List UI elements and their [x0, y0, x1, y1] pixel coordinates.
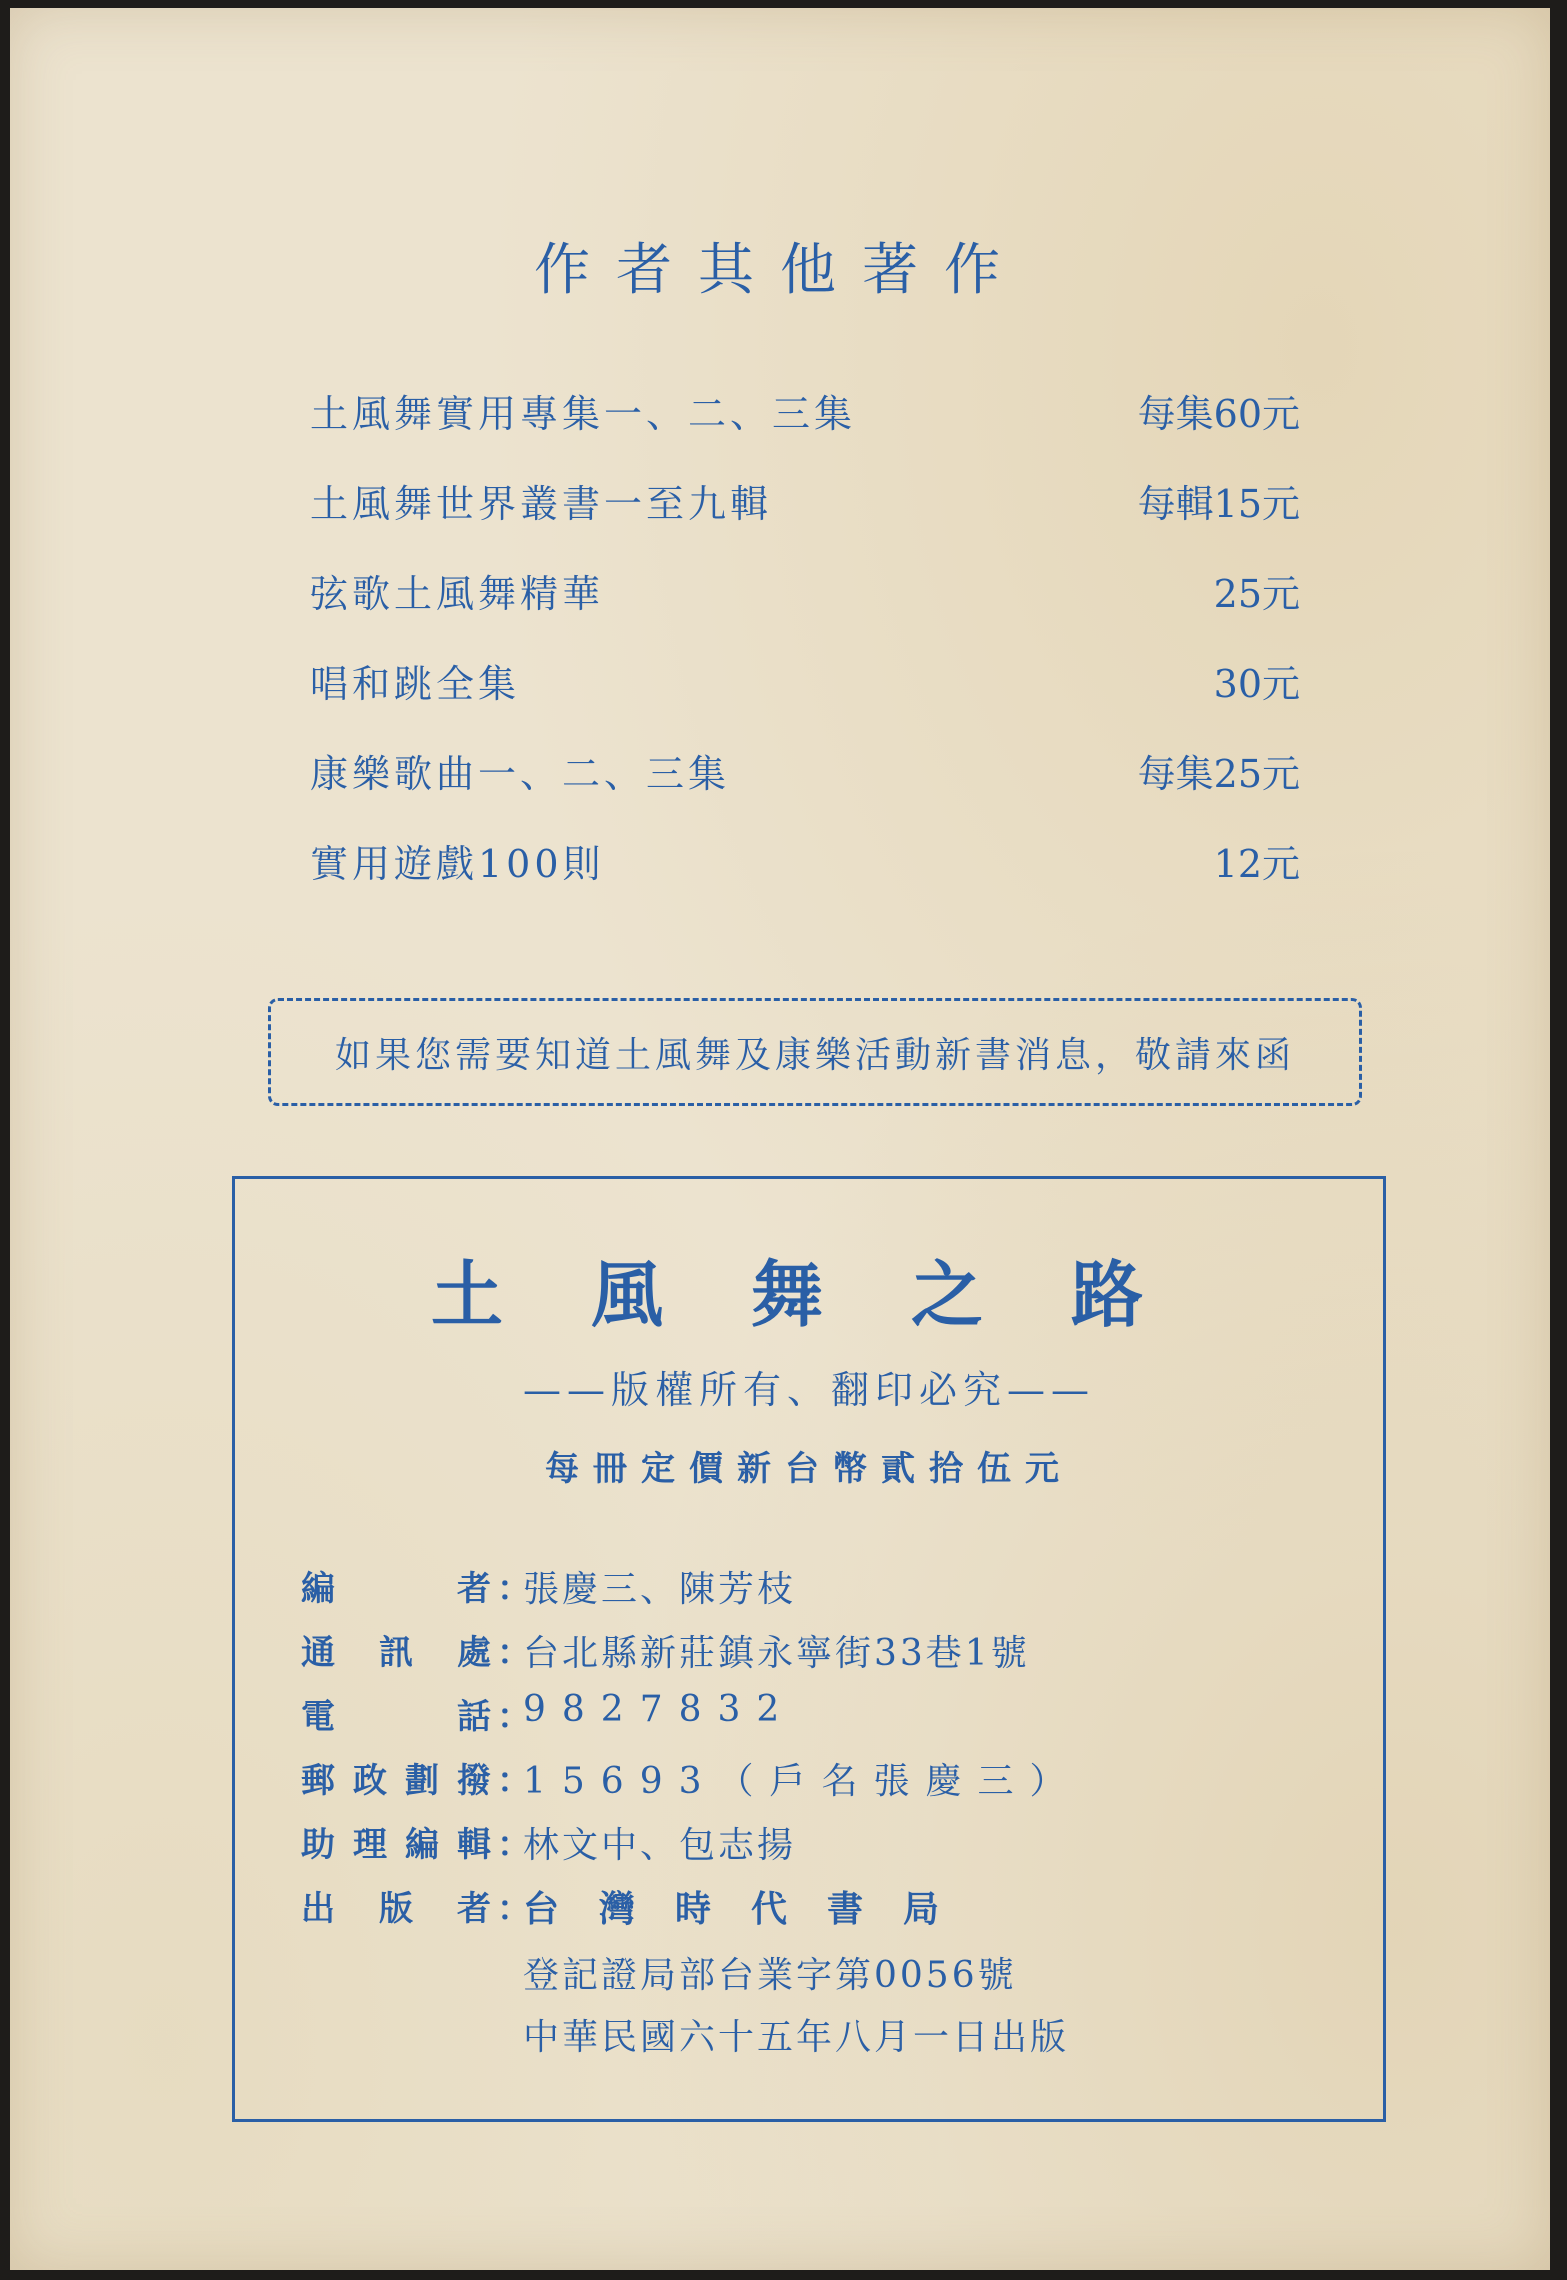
news-notice-box: [268, 998, 1362, 1106]
book-list-item: [310, 563, 1300, 623]
book-title: 土風舞實用專集一、二、三集: [310, 392, 857, 436]
label-char: 處: [457, 1633, 491, 1673]
book-price: 每集60元: [1137, 392, 1300, 436]
label-char: 輯: [457, 1825, 491, 1865]
label-char: 編: [405, 1825, 439, 1865]
row-label: [301, 1561, 491, 1610]
label-char: 版: [379, 1889, 413, 1929]
book-back-cover: [10, 8, 1550, 2270]
row-label: [301, 1625, 491, 1674]
label-char: 通: [301, 1633, 335, 1673]
label-char: 者: [457, 1889, 491, 1929]
row-value: 張慶三、陳芳枝: [523, 1569, 797, 1610]
book-name: 土風舞之路: [430, 1252, 1231, 1337]
label-char: 理: [353, 1825, 387, 1865]
label-char: 話: [457, 1697, 491, 1737]
book-list-item: [310, 833, 1300, 893]
book-list-item: [310, 653, 1300, 713]
book-title: 土風舞世界叢書一至九輯: [310, 482, 773, 526]
other-works-heading: 作者其他著作: [534, 238, 1026, 303]
book-list-item: [310, 743, 1300, 803]
label-char: 出: [301, 1889, 335, 1929]
row-value: 15693（戶名張慶三）: [523, 1761, 1082, 1802]
row-colon: ：: [497, 1633, 531, 1673]
row-label: [301, 1881, 491, 1930]
book-title: 唱和跳全集: [310, 662, 521, 706]
label-char: 電: [301, 1697, 335, 1737]
book-title: 實用遊戲100則: [310, 842, 605, 886]
book-title: 弦歌土風舞精華: [310, 572, 605, 616]
row-colon: ：: [497, 1761, 531, 1801]
book-price: 25元: [1213, 572, 1300, 616]
label-char: 政: [353, 1761, 387, 1801]
row-colon: ：: [497, 1697, 531, 1737]
copyright-notice: ——版權所有、翻印必究——: [522, 1368, 1095, 1412]
label-char: 撥: [457, 1761, 491, 1801]
label-char: 劃: [405, 1761, 439, 1801]
row-colon: ：: [497, 1825, 531, 1865]
colophon-box: [232, 1176, 1386, 2122]
book-price: 30元: [1213, 662, 1300, 706]
row-value: 9827832: [523, 1689, 796, 1730]
book-list-item: [310, 383, 1300, 443]
news-notice-text: 如果您需要知道土風舞及康樂活動新書消息，敬請來函: [334, 1035, 1295, 1076]
row-value: 林文中、包志揚: [523, 1825, 797, 1866]
row-colon: ：: [497, 1569, 531, 1609]
label-char: 郵: [301, 1761, 335, 1801]
book-price: 12元: [1213, 842, 1300, 886]
row-label: [301, 1753, 491, 1802]
row-label: [301, 1817, 491, 1866]
label-char: 者: [457, 1569, 491, 1609]
row-value: 台北縣新莊鎮永寧街33巷1號: [523, 1633, 1030, 1674]
label-char: 助: [301, 1825, 335, 1865]
label-char: 訊: [379, 1633, 413, 1673]
book-title: 康樂歌曲一、二、三集: [310, 752, 731, 796]
label-char: 編: [301, 1569, 335, 1609]
price-line: 每冊定價新台幣貳拾伍元: [545, 1449, 1073, 1489]
book-list-item: [310, 473, 1300, 533]
book-price: 每集25元: [1137, 752, 1300, 796]
registration-number: 登記證局部台業字第0056號: [523, 1955, 1017, 1996]
book-price: 每輯15元: [1137, 482, 1300, 526]
row-value: 台灣時代書局: [523, 1888, 980, 1930]
publication-date: 中華民國六十五年八月一日出版: [523, 2017, 1070, 2058]
row-colon: ：: [497, 1889, 531, 1929]
row-label: [301, 1689, 491, 1738]
